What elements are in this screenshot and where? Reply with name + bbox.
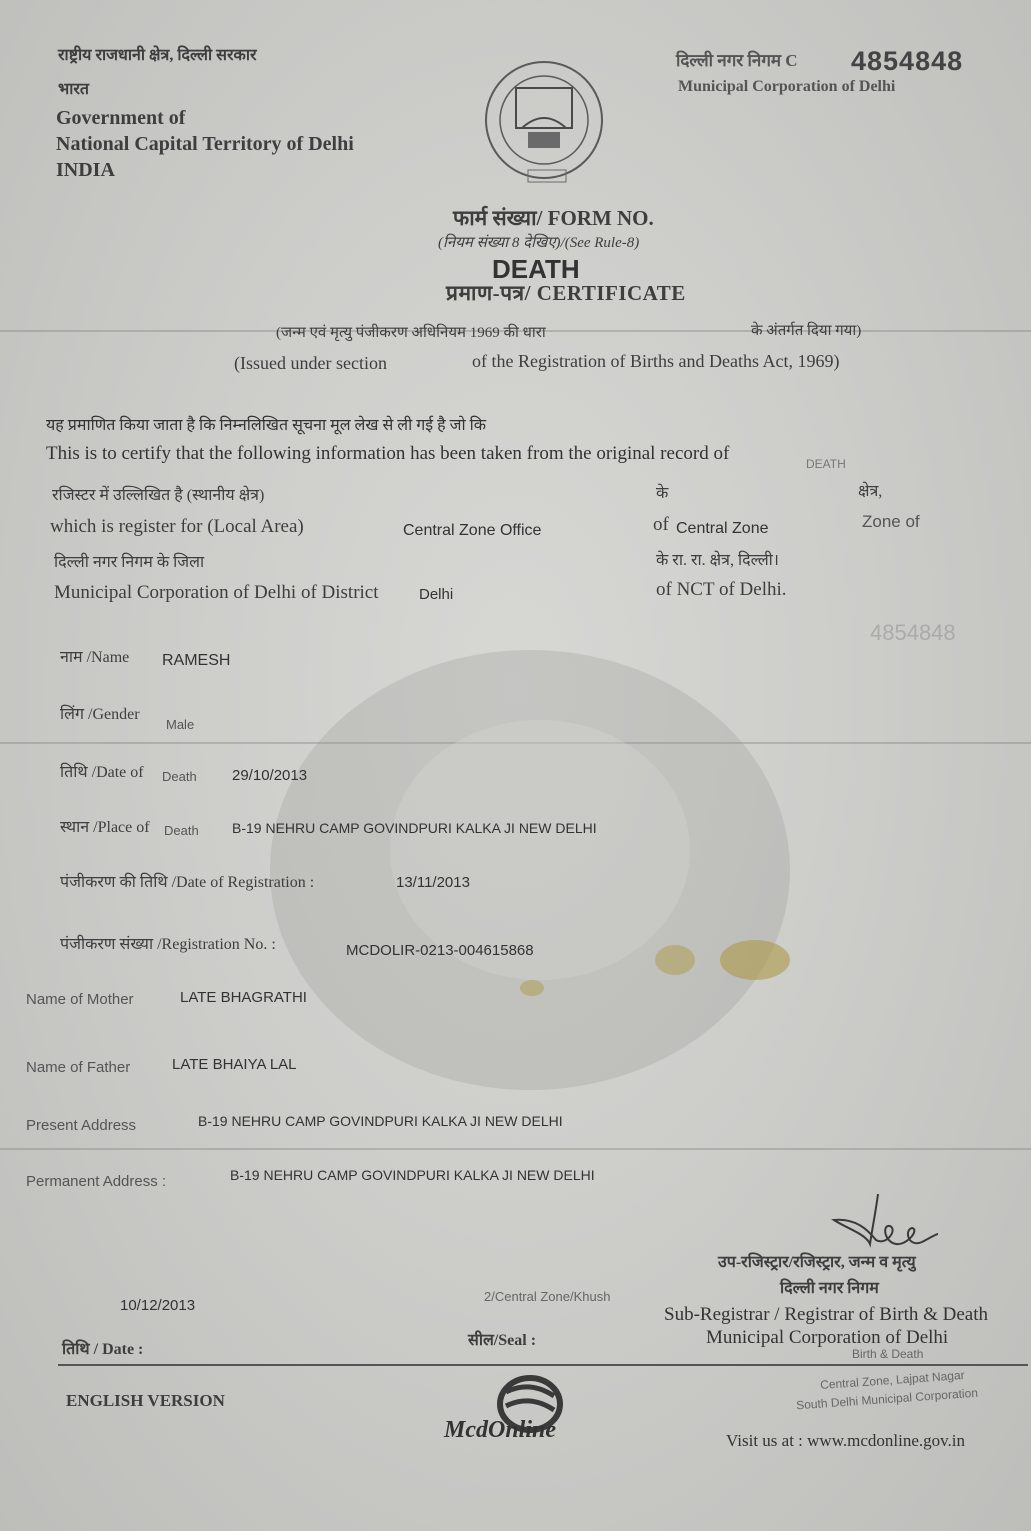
gender-value: Male: [166, 717, 195, 732]
footer-divider: [58, 1364, 1028, 1366]
pod-label-word: Death: [164, 823, 199, 838]
of-label: of: [653, 514, 669, 535]
regno-value: MCDOLIR-0213-004615868: [346, 942, 534, 959]
pod-value: B-19 NEHRU CAMP GOVINDPURI KALKA JI NEW DELHI: [232, 820, 597, 836]
certify-english: This is to certify that the following information has been taken from the original record of: [46, 443, 730, 464]
paper-fold: [0, 1148, 1031, 1150]
registrar-english: Sub-Registrar / Registrar of Birth & Death: [664, 1304, 988, 1325]
rule-ref: (नियम संख्या 8 देखिए)/(See Rule-8): [438, 235, 640, 251]
act-hindi: (जन्म एवं मृत्यु पंजीकरण अधिनियम 1969 की धारा: [276, 325, 546, 341]
mcd-online-logo-text: McdOnline: [444, 1417, 557, 1443]
zone-name: Central Zone: [676, 520, 769, 537]
mother-label: Name of Mother: [26, 991, 134, 1008]
act-hindi-end: के अंतर्गत दिया गया): [751, 323, 862, 339]
govt-line1: Government of: [56, 107, 186, 129]
seal-label: सील/Seal :: [468, 1332, 537, 1349]
mother-value: LATE BHAGRATHI: [180, 989, 307, 1006]
act-english: of the Registration of Births and Deaths Act, 1969): [472, 351, 840, 371]
mcd-hindi-footer: दिल्ली नगर निगम: [780, 1280, 879, 1297]
issued-under: (Issued under section: [234, 353, 387, 373]
register-hindi: रजिस्टर में उल्लिखित है (स्थानीय क्षेत्र): [52, 487, 265, 504]
record-type: DEATH: [806, 457, 846, 471]
stain: [720, 940, 790, 980]
ghost-serial: 4854848: [870, 620, 956, 645]
dor-value: 13/11/2013: [396, 874, 470, 891]
name-label: नाम /Name: [60, 649, 130, 666]
regno-label: पंजीकरण संख्या /Registration No. :: [60, 936, 276, 953]
dor-label: पंजीकरण की तिथि /Date of Registration :: [60, 874, 315, 891]
zone-of-label: Zone of: [862, 512, 920, 531]
registrar-hindi: उप-रजिस्ट्रार/रजिस्ट्रार, जन्म व मृत्यु: [718, 1254, 916, 1271]
govt-line2: National Capital Territory of Delhi: [56, 133, 354, 155]
name-value: RAMESH: [162, 652, 231, 669]
mcd-english-footer: Municipal Corporation of Delhi: [706, 1327, 949, 1348]
mcd-english: Municipal Corporation of Delhi: [678, 78, 896, 95]
permanent-address-label: Permanent Address :: [26, 1173, 167, 1190]
english-version-label: ENGLISH VERSION: [66, 1391, 225, 1410]
mcd-hindi: दिल्ली नगर निगम C: [676, 51, 798, 70]
stain: [655, 945, 695, 975]
dod-value: 29/10/2013: [232, 767, 308, 784]
stain: [520, 980, 544, 996]
date-label: तिथि / Date :: [62, 1341, 144, 1358]
dod-label: तिथि /Date of: [60, 764, 144, 781]
govt-line3: INDIA: [56, 159, 115, 181]
seal-reference: 2/Central Zone/Khush: [484, 1289, 611, 1304]
present-address-value: B-19 NEHRU CAMP GOVINDPURI KALKA JI NEW DELHI: [198, 1113, 563, 1129]
form-no: फार्म संख्या/ FORM NO.: [453, 206, 654, 230]
district-label: Municipal Corporation of Delhi of District: [54, 582, 379, 603]
certificate-title: प्रमाण-पत्र/ CERTIFICATE: [446, 281, 686, 305]
stain: [390, 720, 690, 980]
ke-hindi: के: [656, 485, 669, 502]
certificate-type: DEATH: [492, 254, 580, 284]
stamp-line1: Birth & Death: [852, 1347, 924, 1361]
nct-hindi: के रा. रा. क्षेत्र, दिल्ली।: [656, 552, 779, 569]
issue-date: 10/12/2013: [120, 1297, 196, 1314]
nct-label: of NCT of Delhi.: [656, 579, 787, 600]
permanent-address-value: B-19 NEHRU CAMP GOVINDPURI KALKA JI NEW DELHI: [230, 1167, 595, 1183]
pod-label: स्थान /Place of: [60, 819, 150, 836]
father-label: Name of Father: [26, 1059, 131, 1076]
dod-label-word: Death: [162, 769, 197, 784]
district-value: Delhi: [419, 586, 454, 603]
present-address-label: Present Address: [26, 1117, 137, 1134]
father-value: LATE BHAIYA LAL: [172, 1056, 297, 1073]
govt-hindi-line1: राष्ट्रीय राजधानी क्षेत्र, दिल्ली सरकार: [58, 47, 257, 64]
govt-hindi-line2: भारत: [58, 81, 90, 98]
kshetra-hindi: क्षेत्र,: [858, 483, 883, 500]
stamp-line2: Central Zone, Lajpat Nagar: [819, 1367, 966, 1393]
certify-hindi: यह प्रमाणित किया जाता है कि निम्नलिखित सूचना मूल लेख से ली गई है जो कि: [46, 417, 487, 434]
visit-url: Visit us at : www.mcdonline.gov.in: [726, 1431, 966, 1450]
stamp-line3: South Delhi Municipal Corporation: [795, 1385, 979, 1413]
district-hindi: दिल्ली नगर निगम के जिला: [54, 554, 205, 571]
mcd-emblem-icon: [478, 58, 618, 188]
register-for-label: which is register for (Local Area): [50, 516, 304, 537]
gender-label: लिंग /Gender: [60, 706, 140, 723]
registrar-signature: [826, 1190, 946, 1260]
local-area: Central Zone Office: [403, 522, 542, 539]
serial-number: 4854848: [851, 46, 964, 76]
